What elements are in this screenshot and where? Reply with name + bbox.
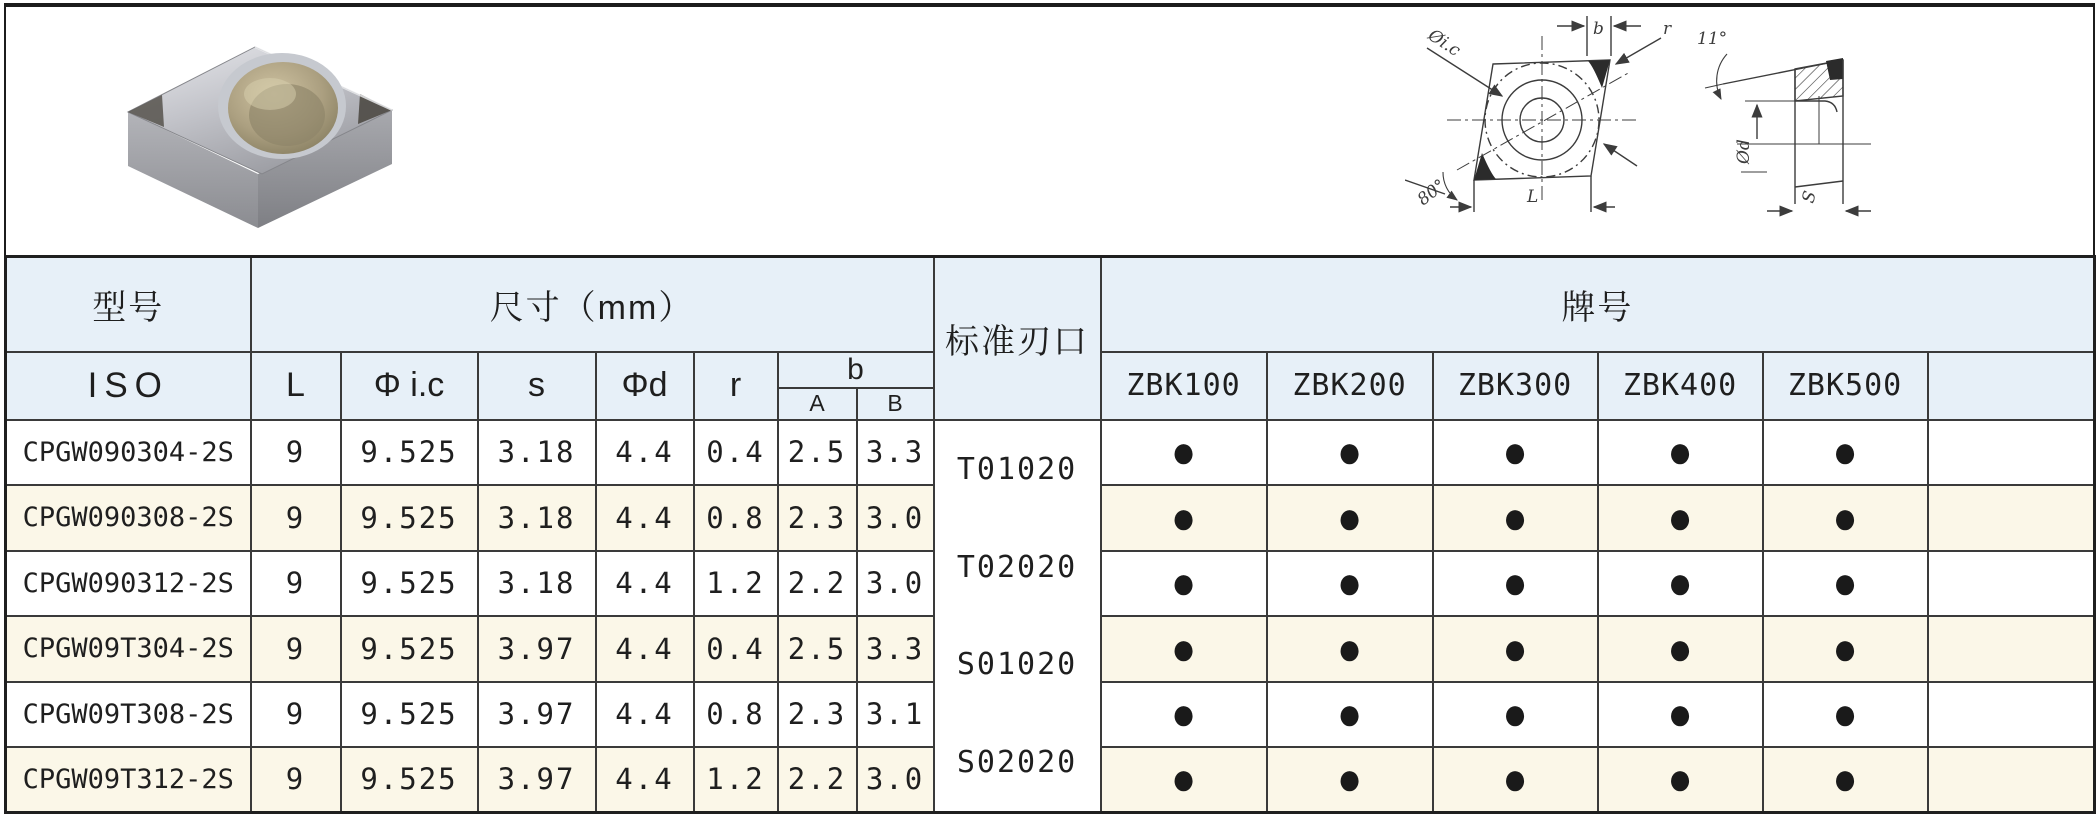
grade-dot-cell bbox=[1267, 616, 1433, 682]
grade-dot-cell bbox=[1763, 682, 1928, 747]
header-b: b bbox=[778, 352, 934, 388]
bA-cell: 2.3 bbox=[778, 682, 857, 747]
header-b-A: A bbox=[778, 388, 857, 420]
grade-dot: ● bbox=[1502, 752, 1528, 806]
bA-cell: 2.5 bbox=[778, 420, 857, 485]
dim-label-b: b bbox=[1593, 19, 1604, 39]
dim-label-d: Ød bbox=[1734, 139, 1754, 164]
ic-cell: 9.525 bbox=[341, 616, 478, 682]
grade-dot: ● bbox=[1667, 490, 1693, 544]
L-cell: 9 bbox=[251, 551, 341, 616]
grade-dot-cell bbox=[1267, 551, 1433, 616]
r-cell: 0.8 bbox=[694, 485, 778, 551]
empty-grade-cell bbox=[1928, 485, 2095, 551]
model-cell: CPGW090304-2S bbox=[6, 420, 251, 485]
empty-grade-cell bbox=[1928, 420, 2095, 485]
header-size: 尺寸（mm） bbox=[251, 257, 934, 352]
insert-photo bbox=[100, 22, 420, 232]
edge-code: S02020 bbox=[956, 744, 1078, 780]
bB-cell: 3.3 bbox=[857, 616, 934, 682]
spec-table bbox=[4, 255, 2096, 814]
header-L: L bbox=[251, 352, 341, 420]
grade-dot-cell bbox=[1598, 616, 1763, 682]
edge-codes-cell bbox=[934, 420, 1101, 813]
bA-cell: 2.3 bbox=[778, 485, 857, 551]
r-cell: 0.4 bbox=[694, 616, 778, 682]
grade-dot-cell bbox=[1267, 682, 1433, 747]
grade-dot: ● bbox=[1667, 425, 1693, 478]
ic-cell: 9.525 bbox=[341, 551, 478, 616]
grade-dot: ● bbox=[1667, 687, 1693, 740]
s-cell: 3.97 bbox=[478, 747, 596, 813]
grade-dot: ● bbox=[1170, 621, 1197, 675]
grade-dot-cell bbox=[1598, 485, 1763, 551]
grade-dot: ● bbox=[1170, 490, 1197, 544]
grade-dot-cell bbox=[1598, 747, 1763, 813]
grade-dot-cell bbox=[1763, 616, 1928, 682]
empty-grade-cell bbox=[1928, 682, 2095, 747]
dim-label-ic: Øi.c bbox=[1424, 25, 1464, 61]
header-r: r bbox=[694, 352, 778, 420]
s-cell: 3.18 bbox=[478, 485, 596, 551]
edge-code: T02020 bbox=[956, 549, 1078, 585]
grade-dot: ● bbox=[1502, 556, 1528, 609]
grade-dot-cell bbox=[1598, 551, 1763, 616]
grade-dot-cell bbox=[1598, 682, 1763, 747]
dim-label-S: S bbox=[1798, 188, 1821, 206]
model-cell: CPGW09T304-2S bbox=[6, 616, 251, 682]
model-cell: CPGW09T312-2S bbox=[6, 747, 251, 813]
dim-label-11: 11° bbox=[1697, 29, 1728, 49]
ic-cell: 9.525 bbox=[341, 420, 478, 485]
d-cell: 4.4 bbox=[596, 551, 694, 616]
grade-dot: ● bbox=[1667, 621, 1693, 675]
d-cell: 4.4 bbox=[596, 420, 694, 485]
s-cell: 3.97 bbox=[478, 616, 596, 682]
grade-dot-cell bbox=[1101, 616, 1267, 682]
grade-dot-cell bbox=[1433, 682, 1598, 747]
empty-grade-cell bbox=[1928, 616, 2095, 682]
grade-dot-cell bbox=[1101, 551, 1267, 616]
edge-code: T01020 bbox=[956, 452, 1078, 487]
model-cell: CPGW09T308-2S bbox=[6, 682, 251, 747]
bA-cell: 2.2 bbox=[778, 551, 857, 616]
bB-cell: 3.0 bbox=[857, 747, 934, 813]
grade-dot: ● bbox=[1832, 621, 1858, 675]
grade-dot: ● bbox=[1832, 490, 1858, 544]
grade-dot: ● bbox=[1170, 425, 1197, 478]
d-cell: 4.4 bbox=[596, 616, 694, 682]
grade-dot: ● bbox=[1336, 621, 1363, 675]
grade-dot: ● bbox=[1170, 752, 1197, 806]
grade-dot-cell bbox=[1433, 616, 1598, 682]
L-cell: 9 bbox=[251, 747, 341, 813]
header-grade-empty bbox=[1928, 352, 2095, 420]
edge-code: S01020 bbox=[956, 647, 1078, 682]
header-edge: 标准刃口 bbox=[934, 257, 1101, 420]
grade-dot-cell bbox=[1598, 420, 1763, 485]
grade-dot-cell bbox=[1433, 485, 1598, 551]
r-cell: 0.8 bbox=[694, 682, 778, 747]
grade-dot-cell bbox=[1101, 682, 1267, 747]
grade-dot-cell bbox=[1433, 747, 1598, 813]
header-ic: Φ i.c bbox=[341, 352, 478, 420]
empty-grade-cell bbox=[1928, 551, 2095, 616]
grade-dot-cell bbox=[1433, 551, 1598, 616]
table-row bbox=[6, 420, 2095, 485]
technical-drawing-graphic bbox=[1405, 4, 1975, 219]
model-cell: CPGW090308-2S bbox=[6, 485, 251, 551]
grade-dot-cell bbox=[1763, 747, 1928, 813]
grade-dot: ● bbox=[1336, 490, 1363, 544]
technical-drawing bbox=[1405, 4, 1975, 219]
L-cell: 9 bbox=[251, 616, 341, 682]
L-cell: 9 bbox=[251, 420, 341, 485]
empty-grade-cell bbox=[1928, 747, 2095, 813]
header-model: 型号 bbox=[6, 257, 251, 352]
grade-dot: ● bbox=[1667, 556, 1693, 609]
grade-dot-cell bbox=[1763, 551, 1928, 616]
grade-dot: ● bbox=[1336, 425, 1363, 478]
r-cell: 1.2 bbox=[694, 551, 778, 616]
grade-dot: ● bbox=[1667, 752, 1693, 806]
grade-dot: ● bbox=[1502, 687, 1528, 740]
insert-photo-graphic bbox=[100, 22, 420, 232]
ic-cell: 9.525 bbox=[341, 682, 478, 747]
header-zbk200: ZBK200 bbox=[1267, 352, 1433, 420]
bB-cell: 3.0 bbox=[857, 551, 934, 616]
grade-dot: ● bbox=[1336, 556, 1363, 609]
grade-dot: ● bbox=[1832, 752, 1858, 806]
header-b-B: B bbox=[857, 388, 934, 420]
dim-label-L: L bbox=[1527, 187, 1539, 207]
grade-dot-cell bbox=[1433, 420, 1598, 485]
r-cell: 1.2 bbox=[694, 747, 778, 813]
r-cell: 0.4 bbox=[694, 420, 778, 485]
grade-dot: ● bbox=[1832, 687, 1858, 740]
s-cell: 3.18 bbox=[478, 420, 596, 485]
grade-dot: ● bbox=[1832, 425, 1858, 478]
header-zbk300: ZBK300 bbox=[1433, 352, 1598, 420]
s-cell: 3.18 bbox=[478, 551, 596, 616]
header-zbk400: ZBK400 bbox=[1598, 352, 1763, 420]
grade-dot-cell bbox=[1101, 420, 1267, 485]
grade-dot: ● bbox=[1170, 556, 1197, 609]
bB-cell: 3.0 bbox=[857, 485, 934, 551]
grade-dot: ● bbox=[1502, 490, 1528, 544]
grade-dot-cell bbox=[1101, 747, 1267, 813]
d-cell: 4.4 bbox=[596, 747, 694, 813]
grade-dot: ● bbox=[1502, 425, 1528, 478]
header-d: Φd bbox=[596, 352, 694, 420]
ic-cell: 9.525 bbox=[341, 485, 478, 551]
s-cell: 3.97 bbox=[478, 682, 596, 747]
L-cell: 9 bbox=[251, 682, 341, 747]
dim-label-r: r bbox=[1663, 19, 1672, 39]
grade-dot-cell bbox=[1267, 485, 1433, 551]
grade-dot: ● bbox=[1170, 687, 1197, 740]
grade-dot: ● bbox=[1336, 687, 1363, 740]
grade-dot: ● bbox=[1832, 556, 1858, 609]
header-grade: 牌号 bbox=[1101, 257, 2095, 352]
bB-cell: 3.3 bbox=[857, 420, 934, 485]
grade-dot-cell bbox=[1101, 485, 1267, 551]
d-cell: 4.4 bbox=[596, 682, 694, 747]
header-zbk100: ZBK100 bbox=[1101, 352, 1267, 420]
d-cell: 4.4 bbox=[596, 485, 694, 551]
bA-cell: 2.2 bbox=[778, 747, 857, 813]
bA-cell: 2.5 bbox=[778, 616, 857, 682]
header-iso: ISO bbox=[6, 352, 251, 420]
bB-cell: 3.1 bbox=[857, 682, 934, 747]
dim-label-80: 80° bbox=[1413, 175, 1450, 210]
grade-dot: ● bbox=[1336, 752, 1363, 806]
model-cell: CPGW090312-2S bbox=[6, 551, 251, 616]
grade-dot-cell bbox=[1763, 485, 1928, 551]
header-s: s bbox=[478, 352, 596, 420]
header-zbk500: ZBK500 bbox=[1763, 352, 1928, 420]
grade-dot-cell bbox=[1763, 420, 1928, 485]
L-cell: 9 bbox=[251, 485, 341, 551]
ic-cell: 9.525 bbox=[341, 747, 478, 813]
grade-dot-cell bbox=[1267, 747, 1433, 813]
grade-dot: ● bbox=[1502, 621, 1528, 675]
grade-dot-cell bbox=[1267, 420, 1433, 485]
